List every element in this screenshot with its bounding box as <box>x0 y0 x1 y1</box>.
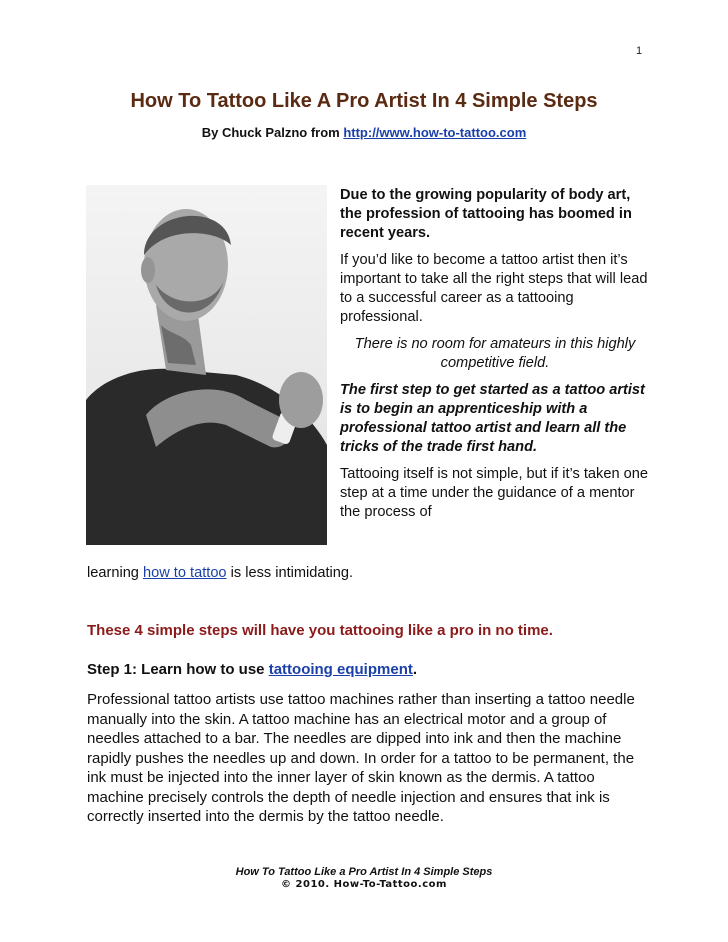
step1-suffix: . <box>412 661 418 678</box>
tattooing-equipment-link[interactable]: tattooing equipment <box>268 661 413 678</box>
footer-title: How To Tattoo Like a Pro Artist In 4 Simple Steps <box>235 866 493 878</box>
page-number: 1 <box>636 45 643 57</box>
pull-quote: There is no room for amateurs in this highly competitive field. <box>354 336 636 371</box>
byline-prefix: By Chuck Palzno from <box>201 125 344 140</box>
steps-callout: These 4 simple steps will have you tattooing like a pro in no time. <box>87 622 553 639</box>
step1-prefix: Step 1: Learn how to use <box>87 661 269 678</box>
how-to-tattoo-link[interactable]: how to tattoo <box>142 565 227 581</box>
intro-column <box>340 186 650 530</box>
footer-copyright: © 2010. How-To-Tattoo.com <box>281 879 447 890</box>
step1-heading <box>87 661 417 678</box>
intro-lead: Due to the growing popularity of body art, the profession of tattooing has boomed in recent years. <box>340 187 632 241</box>
portrait-illustration <box>86 185 327 545</box>
wrap-prefix: learning <box>87 565 143 581</box>
tattoo-artist-photo <box>86 185 327 545</box>
step1-body: Professional tattoo artists use tattoo machines rather than inserting a tattoo needle manually into the skin. A tattoo machine has an electrical motor and a group of needles attached to a bar. The needles are dipped into ink and then the machine rapidly pushes the needles up and down. In order for a tattoo to be permanent, the ink must be injected into the inner layer of skin known as the dermis. A tattoo machine precisely controls the depth of needle injection and ensures that ink is correctly inserted into the dermis by the tattoo needle. <box>87 691 635 825</box>
wrap-suffix: is less intimidating. <box>226 565 354 581</box>
site-link[interactable]: http://www.how-to-tattoo.com <box>343 125 527 140</box>
mentor-paragraph-continued <box>87 564 353 583</box>
emphasis-paragraph: The first step to get started as a tattoo artist is to begin an apprenticeship with a professional tattoo artist and learn all the tricks of the trade first hand. <box>340 382 645 455</box>
byline <box>0 125 728 140</box>
mentor-paragraph: Tattooing itself is not simple, but if it’s taken one step at a time under the guidance of a mentor the process of <box>340 466 648 520</box>
document-title: How To Tattoo Like A Pro Artist In 4 Simple Steps <box>130 90 598 112</box>
intro-paragraph: If you’d like to become a tattoo artist then it’s important to take all the right steps that will lead to a successful career as a tattooing professional. <box>340 252 648 325</box>
